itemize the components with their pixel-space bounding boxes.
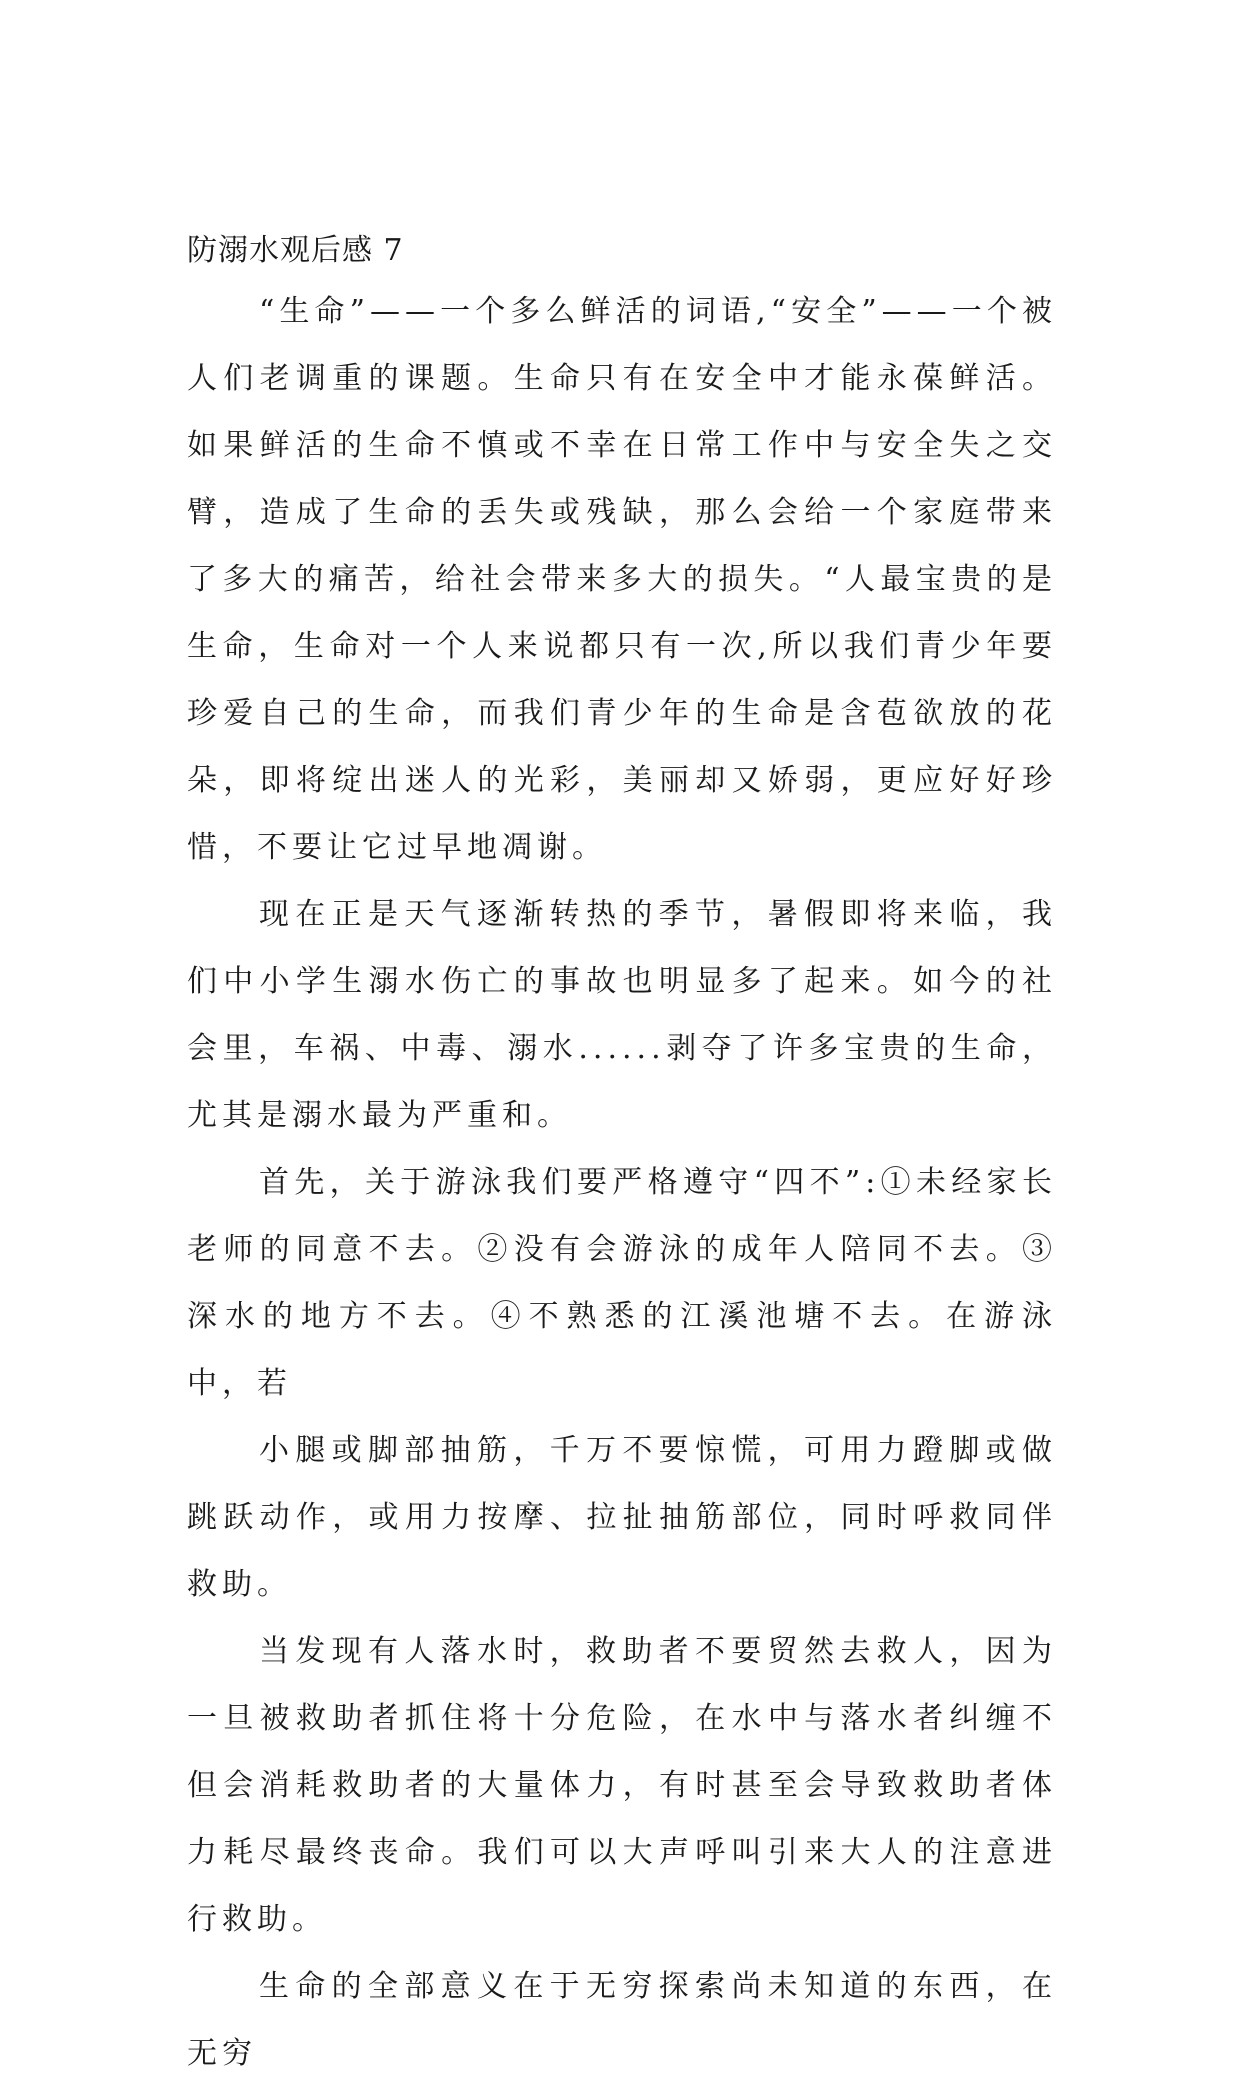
- document-title: 防溺水观后感 7: [187, 233, 404, 268]
- paragraph-cramp-advice: 小腿或脚部抽筋，千万不要惊慌，可用力蹬脚或做跳跃动作，或用力按摩、拉扯抽筋部位，同时呼救同伴救助。: [187, 1433, 1057, 1602]
- paragraph-summer-drowning: 现在正是天气逐渐转热的季节，暑假即将来临，我们中小学生溺水伤亡的事故也明显多了起来。如今的社会里，车祸、中毒、溺水......剥夺了许多宝贵的生命，尤其是溺水最为严重和。: [187, 897, 1057, 1133]
- paragraph-four-rules: 首先，关于游泳我们要严格遵守“四不”:①未经家长老师的同意不去。②没有会游泳的成年人陪同不去。③深水的地方不去。④不熟悉的江溪池塘不去。在游泳中，若: [187, 1165, 1057, 1401]
- document-body: [187, 224, 1057, 2087]
- paragraph-rescue-advice: 当发现有人落水时，救助者不要贸然去救人，因为一旦被救助者抓住将十分危险，在水中与落水者纠缠不但会消耗救助者的大量体力，有时甚至会导致救助者体力耗尽最终丧命。我们可以大声呼叫引来大人的注意进行救助。: [187, 1634, 1057, 1937]
- paragraph-life-and-safety: “生命”——一个多么鲜活的词语,“安全”——一个被人们老调重的课题。生命只有在安全中才能永葆鲜活。如果鲜活的生命不慎或不幸在日常工作中与安全失之交臂，造成了生命的丢失或残缺，那么会给一个家庭带来了多大的痛苦，给社会带来多大的损失。“人最宝贵的是生命，生命对一个人来说都只有一次,所以我们青少年要珍爱自己的生命，而我们青少年的生命是含苞欲放的花朵，即将绽出迷人的光彩，美丽却又娇弱，更应好好珍惜，不要让它过早地凋谢。: [187, 294, 1057, 865]
- paragraph-meaning-of-life: 生命的全部意义在于无穷探索尚未知道的东西，在无穷: [187, 1969, 1057, 2071]
